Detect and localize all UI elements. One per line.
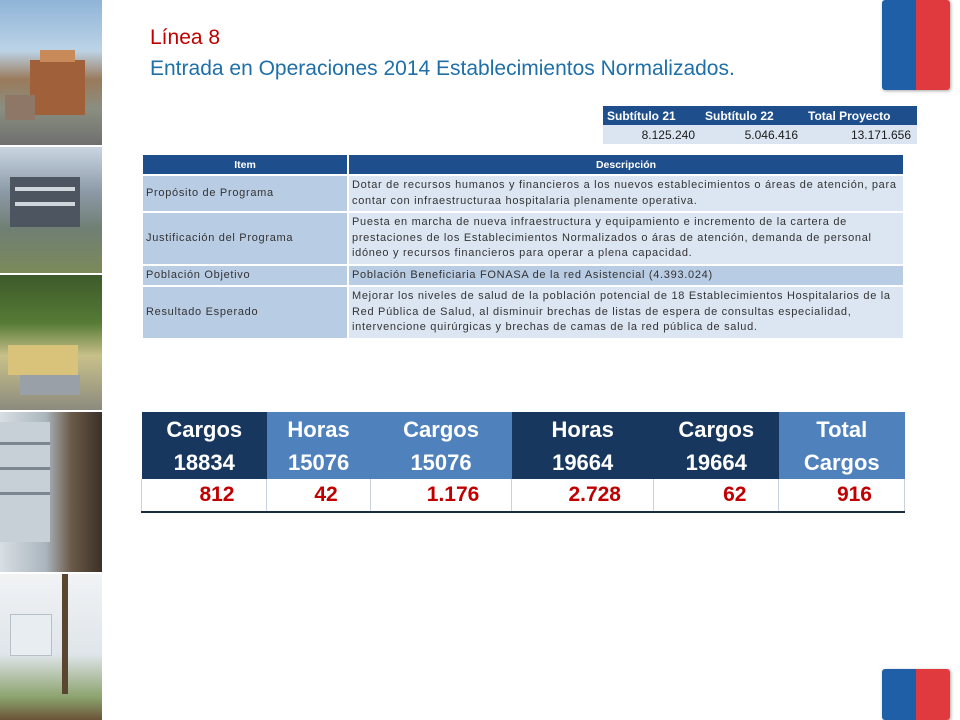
column-header-item: Item (143, 155, 347, 174)
row-label: Propósito de Programa (143, 176, 347, 211)
hospital-photo-5 (0, 574, 102, 720)
cargos-value: 2.728 (512, 479, 654, 512)
photo-strip (0, 0, 102, 720)
budget-value: 13.171.656 (804, 125, 917, 144)
row-label: Justificación del Programa (143, 213, 347, 264)
cargos-header: Cargos (142, 412, 267, 447)
hospital-photo-3 (0, 275, 102, 410)
cargos-subheader: 19664 (512, 447, 654, 479)
chile-flag-badge-bottom (882, 669, 950, 720)
hospital-photo-4 (0, 412, 102, 572)
row-value: Puesta en marcha de nueva infraestructura y equipamiento e incremento de la cartera de prestaciones de los Establecimientos Normalizados o áras de atención, demanda de personal idóneo y recursos financieros para operar a plena capacidad. (349, 213, 903, 264)
cargos-header: Horas (267, 412, 370, 447)
program-description-table (141, 153, 905, 340)
budget-value: 8.125.240 (603, 125, 701, 144)
row-label: Población Objetivo (143, 266, 347, 286)
line-label: Línea 8 (150, 26, 221, 49)
cargos-header: Cargos (370, 412, 512, 447)
cargos-subheader: 19664 (654, 447, 779, 479)
cargos-subheader: 18834 (142, 447, 267, 479)
cargos-value: 42 (267, 479, 370, 512)
budget-header: Subtítulo 22 (701, 106, 804, 125)
cargos-subheader: Cargos (779, 447, 905, 479)
cargos-subheader: 15076 (370, 447, 512, 479)
chile-flag-badge-top (882, 0, 950, 90)
cargos-value: 62 (654, 479, 779, 512)
cargos-summary-table (141, 412, 905, 513)
budget-header: Total Proyecto (804, 106, 917, 125)
budget-header: Subtítulo 21 (603, 106, 701, 125)
page-title: Entrada en Operaciones 2014 Establecimientos Normalizados. (150, 57, 735, 80)
cargos-header: Total (779, 412, 905, 447)
hospital-photo-1 (0, 0, 102, 145)
cargos-subheader: 15076 (267, 447, 370, 479)
column-header-description: Descripción (349, 155, 903, 174)
cargos-header: Horas (512, 412, 654, 447)
budget-value: 5.046.416 (701, 125, 804, 144)
row-value: Mejorar los niveles de salud de la población potencial de 18 Establecimientos Hospitalarios de la Red Pública de Salud, al disminuir brechas de listas de espera de consultas especialidad, intervencione quirúrgicas y brechas de camas de la red pública de salud. (349, 287, 903, 338)
row-label: Resultado Esperado (143, 287, 347, 338)
row-value: Población Beneficiaria FONASA de la red Asistencial (4.393.024) (349, 266, 903, 286)
cargos-value: 812 (142, 479, 267, 512)
cargos-value: 916 (779, 479, 905, 512)
hospital-photo-2 (0, 147, 102, 273)
cargos-header: Cargos (654, 412, 779, 447)
budget-table (603, 106, 917, 144)
cargos-value: 1.176 (370, 479, 512, 512)
row-value: Dotar de recursos humanos y financieros a los nuevos establecimientos o áreas de atención, para contar con infraestructuraa hospitalaria plenamente operativa. (349, 176, 903, 211)
